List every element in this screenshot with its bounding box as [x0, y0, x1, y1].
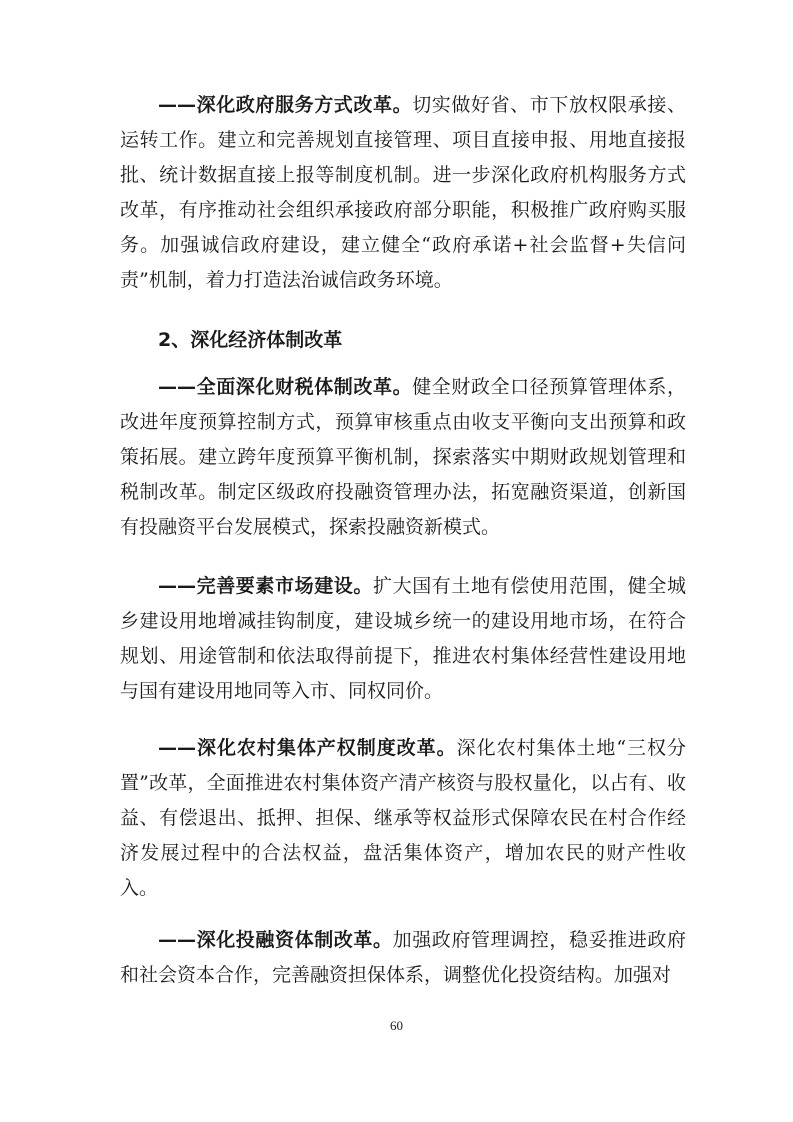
paragraph-body: 健全财政全口径预算管理体系，改进年度预算控制方式，预算审核重点由收支平衡向支出预算和政策拓展。建立跨年度预算平衡机制，探索落实中期财政规划管理和税制改革。制定区级政府投融资管理办法，拓宽融资渠道，创新国有投融资平台发展模式，探索投融资新模式。 — [120, 376, 686, 538]
paragraph-body: 加强政府管理调控，稳妥推进政府和社会资本合作，完善融资担保体系，调整优化投资结构。加强对 — [120, 929, 686, 986]
paragraph-body: 扩大国有土地有偿使用范围，健全城乡建设用地增减挂钩制度，建设城乡统一的建设用地市场，在符合规划、用途管制和依法取得前提下，推进农村集体经营性建设用地与国有建设用地同等入市、同权同价。 — [120, 575, 686, 702]
paragraph-body: 切实做好省、市下放权限承接、运转工作。建立和完善规划直接管理、项目直接申报、用地直接报批、统计数据直接上报等制度机制。进一步深化政府机构服务方式改革，有序推动社会组织承接政府部分职能，积极推广政府购买服务。加强诚信政府建设，建立健全“政府承诺+社会监督+失信问责”机制，着力打造法治诚信政务环境。 — [120, 94, 686, 291]
section-heading: 2、深化经济体制改革 — [158, 329, 343, 351]
paragraph-government-service-reform — [120, 88, 686, 298]
paragraph-lead: ——全面深化财税体制改革。 — [158, 376, 413, 398]
paragraph-investment-financing — [120, 923, 686, 993]
paragraph-lead: ——深化农村集体产权制度改革。 — [158, 737, 457, 759]
paragraph-lead: ——完善要素市场建设。 — [158, 575, 373, 597]
paragraph-lead: ——深化投融资体制改革。 — [158, 929, 393, 951]
paragraph-body: 深化农村集体土地“三权分置”改革，全面推进农村集体资产清产核资与股权量化，以占有、收益、有偿退出、抵押、担保、继承等权益形式保障农民在村合作经济发展过程中的合法权益，盘活集体资产，增加农民的财产性收入。 — [120, 737, 686, 899]
paragraph-fiscal-tax-reform — [120, 370, 686, 545]
page-number: 60 — [390, 1018, 403, 1033]
paragraph-lead: ——深化政府服务方式改革。 — [158, 94, 413, 116]
paragraph-factor-market — [120, 569, 686, 709]
paragraph-rural-property-rights — [120, 731, 686, 906]
